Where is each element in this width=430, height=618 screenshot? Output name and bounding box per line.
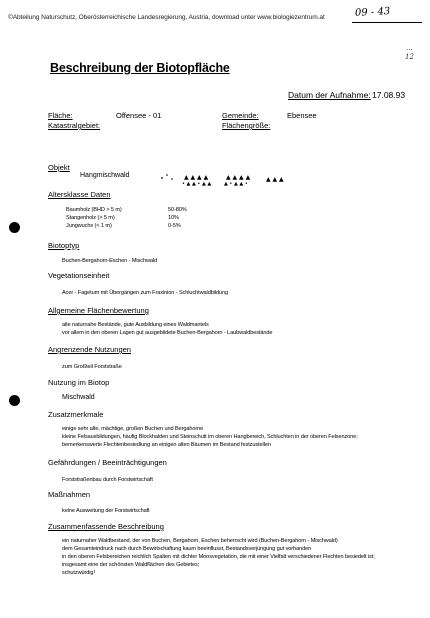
- handwritten-margin-note: [405, 44, 414, 62]
- svg-text:▲ ▲ ▲: ▲ ▲ ▲: [266, 176, 284, 183]
- sheet-number: 09 - 43: [354, 6, 391, 19]
- area-value: Offensee - 01: [116, 111, 162, 120]
- summary-label: Zusammenfassende Beschreibung: [48, 522, 164, 531]
- age-row-1-value: 50-80%: [168, 207, 187, 213]
- age-row-3-label: Jungwuchs (< 1 m): [66, 223, 112, 229]
- punch-hole-top: [9, 222, 20, 233]
- date-label: Datum der Aufnahme:: [288, 90, 371, 100]
- biotope-type-text: Buchen-Bergahorn-Eschen - Mischwald: [62, 258, 158, 264]
- summary-line-5: schutzwürdig!: [62, 570, 95, 576]
- measures-text: keine Ausweitung der Forstwirtschaft: [62, 508, 150, 514]
- current-use-label: Angrenzende Nutzungen: [48, 345, 131, 354]
- vegetation-symbols-illegible: [156, 170, 301, 186]
- svg-text:▲ ▲ ▲ ▲: ▲ ▲ ▲ ▲: [184, 174, 209, 181]
- object-label: Objekt: [48, 163, 70, 172]
- features-line-2: kleine Felsausbildungen, häufig Blockhalden und Steinschutt im oberen Hangbereich, Schluchten in der oberen Felsenzone;: [62, 434, 358, 440]
- municipality-label: Gemeinde:: [222, 111, 259, 120]
- age-row-2-value: 10%: [168, 215, 179, 221]
- parcel-label: Katastralgebiet:: [48, 121, 101, 130]
- size-label: Flächengröße:: [222, 121, 271, 130]
- features-line-3: bemerkenswerte Flechtenbesiedlung an einigen alten Bäumen im Bestand festzustellen: [62, 442, 271, 448]
- vegetation-unit-label: Vegetationseinheit: [48, 271, 110, 280]
- svg-text:▲ ▲ ▲ ▲: ▲ ▲ ▲ ▲: [226, 174, 251, 181]
- svg-text:• ▲ ▲ • ▲ ▲: • ▲ ▲ • ▲ ▲: [182, 181, 212, 186]
- svg-text:▲ • ▲ ▲ •: ▲ • ▲ ▲ •: [224, 181, 248, 186]
- summary-line-1: ein naturnaher Waldbestand, der von Buchen, Bergahorn, Eschen beherrscht wird (Buchen-Bergahorn - Mischwald): [62, 538, 338, 544]
- summary-line-3: in den oberen Felsbereichen reichlich Spalten mit dichter Moosvegetation, die mit einer Vielfalt verschiedener Flechten besiedelt ist;: [62, 554, 375, 560]
- age-row-1-label: Baumholz (BHD > 5 m): [66, 207, 122, 213]
- measures-label: Maßnahmen: [48, 490, 91, 499]
- features-label: Zusatzmerkmale: [48, 410, 104, 419]
- sheet-number-underline: [352, 22, 422, 23]
- assessment-label: Allgemeine Flächenbewertung: [48, 306, 149, 315]
- page-title: Beschreibung der Biotopfläche: [50, 61, 230, 75]
- age-label: Altersklasse Daten: [48, 190, 111, 199]
- assessment-line-2: vor allem in den oberen Lagen gut ausgebildete Buchen-Bergahorn - Laubwaldbestände: [62, 330, 273, 336]
- biotope-type-label: Biotoptyp: [48, 241, 80, 250]
- assessment-line-1: alte naturnahe Bestände, gute Ausbildung eines Waldmantels: [62, 322, 209, 328]
- object-value: Hangmischwald: [80, 172, 130, 179]
- summary-line-2: dem Gesamteindruck nach durch Bewirtschaftung kaum beeinflusst, Bestandsverjüngung gut vorhanden: [62, 546, 312, 552]
- usage-label: Nutzung im Biotop: [48, 378, 110, 387]
- age-row-3-value: 0-5%: [168, 223, 181, 229]
- features-line-1: einige sehr alte, mächtige, großen Buchen und Bergahorne: [62, 426, 204, 432]
- summary-line-4: insgesamt eine der schönsten Waldflächen des Gebietes;: [62, 562, 200, 568]
- usage-text: Mischwald: [62, 394, 95, 401]
- margin-note-line-1: ...: [406, 44, 413, 52]
- current-use-text: zum Großteil Forststraße: [62, 364, 122, 370]
- age-row-2-label: Stangenholz (> 5 m): [66, 215, 115, 221]
- threats-text: Forststraßenbau durch Forstwirtschaft: [62, 477, 153, 483]
- municipality-value: Ebensee: [287, 111, 317, 120]
- threats-label: Gefährdungen / Beeinträchtigungen: [48, 458, 167, 467]
- date-value: 17.08.93: [372, 90, 406, 100]
- copyright-watermark: ©Abteilung Naturschutz, Oberösterreichische Landesregierung, Austria, download unter www.biologiezentrum.at: [8, 14, 325, 21]
- area-label: Fläche:: [48, 111, 73, 120]
- margin-note-line-2: 12: [405, 53, 414, 61]
- punch-hole-bottom: [9, 395, 20, 406]
- vegetation-unit-text: Acer - Fagetum mit Übergängen zum Fraxinion - Schluchtwaldbildung: [62, 290, 229, 296]
